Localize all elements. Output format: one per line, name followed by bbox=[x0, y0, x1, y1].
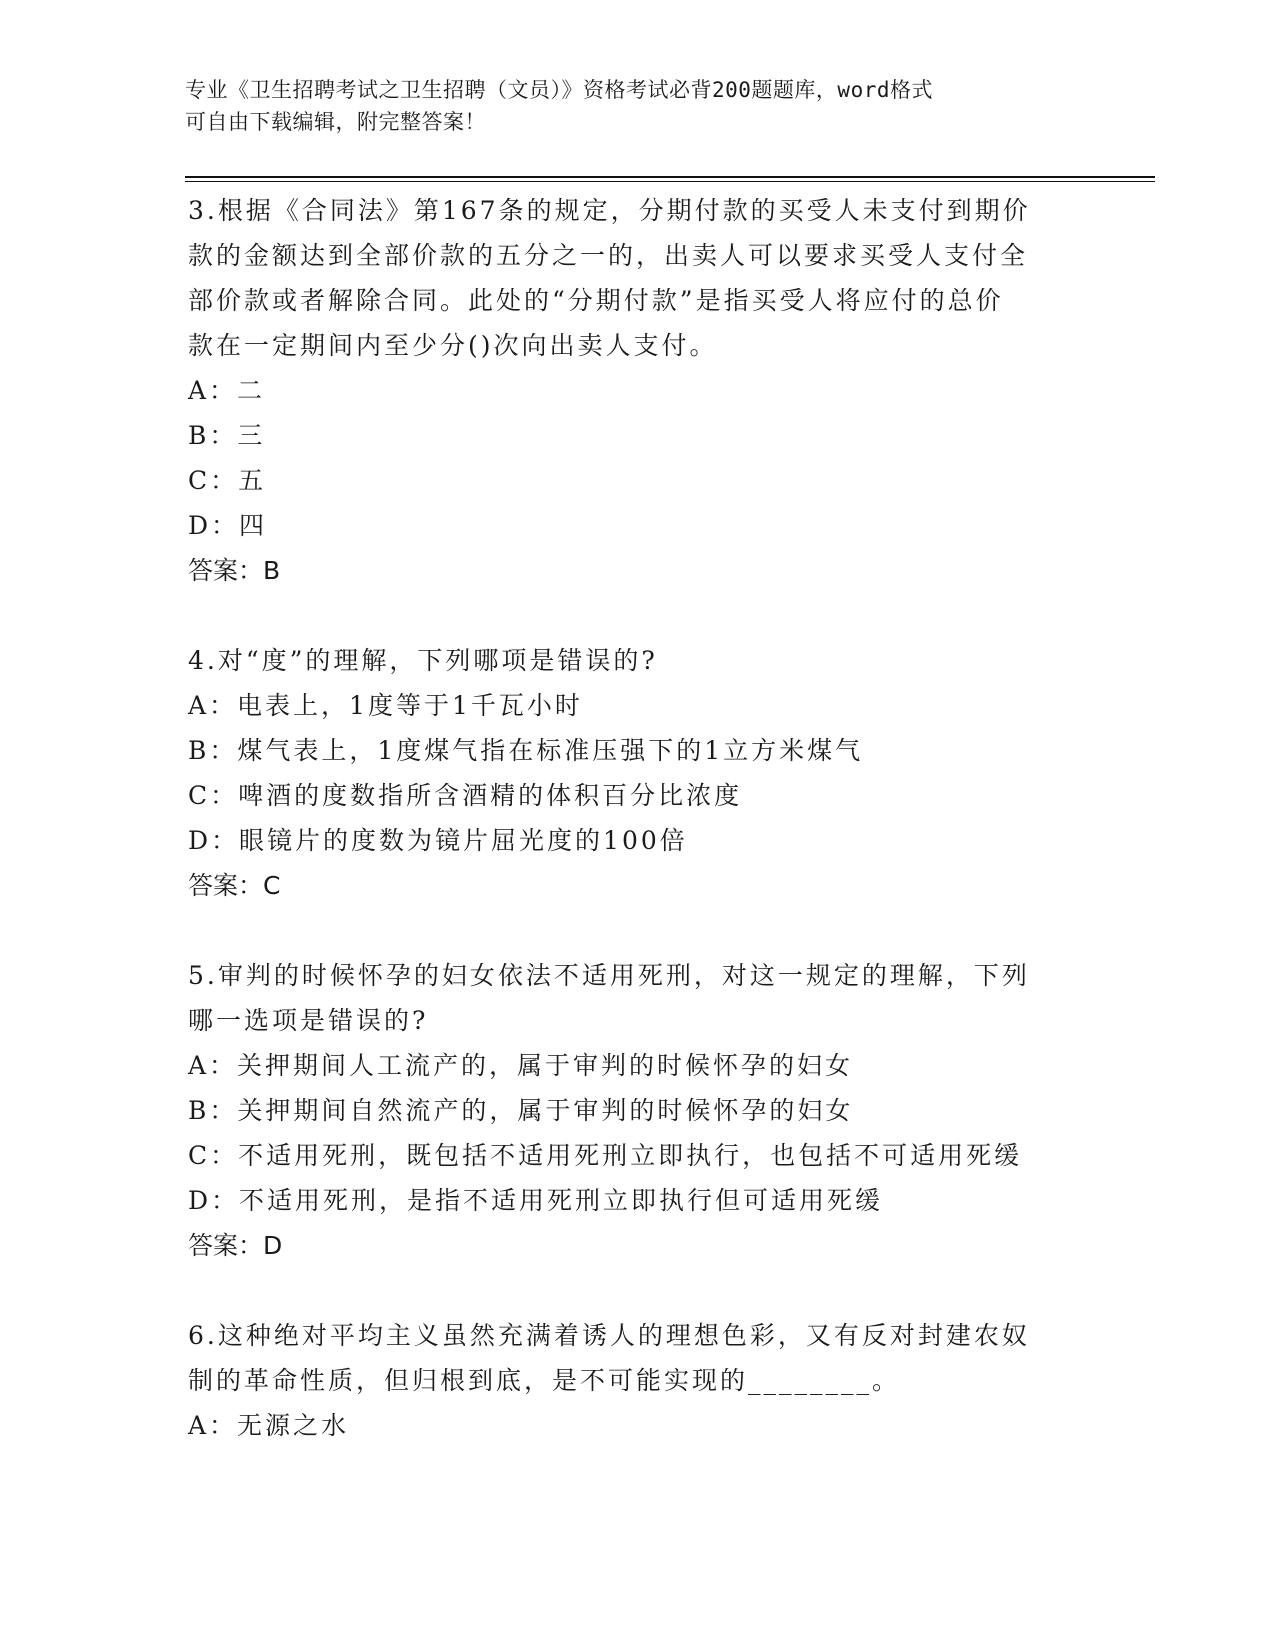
option-c: C：啤酒的度数指所含酒精的体积百分比浓度 bbox=[188, 781, 743, 810]
stem-line: 款的金额达到全部价款的五分之一的，出卖人可以要求买受人支付全 bbox=[188, 241, 1029, 270]
question-stem bbox=[188, 953, 1088, 1043]
question-spacer bbox=[188, 593, 1088, 638]
question-3 bbox=[188, 188, 1088, 593]
answer-label: 答案：C bbox=[188, 871, 281, 900]
document-header bbox=[185, 74, 1065, 138]
option-a: A：二 bbox=[188, 376, 266, 405]
stem-line: 制的革命性质，但归根到底，是不可能实现的________。 bbox=[188, 1366, 901, 1395]
stem-line: 6.这种绝对平均主义虽然充满着诱人的理想色彩，又有反对封建农奴 bbox=[188, 1321, 1030, 1350]
option-d: D：不适用死刑，是指不适用死刑立即执行但可适用死缓 bbox=[188, 1186, 884, 1215]
option-b: B：煤气表上，1度煤气指在标准压强下的1立方米煤气 bbox=[188, 736, 864, 765]
stem-line: 哪一选项是错误的? bbox=[188, 1006, 429, 1035]
stem-line: 部价款或者解除合同。此处的“分期付款”是指买受人将应付的总价 bbox=[188, 286, 1004, 315]
question-stem bbox=[188, 1313, 1088, 1403]
answer-label: 答案：D bbox=[188, 1231, 283, 1260]
option-d: D：眼镜片的度数为镜片屈光度的100倍 bbox=[188, 826, 688, 855]
question-4 bbox=[188, 638, 1088, 908]
question-6 bbox=[188, 1313, 1088, 1448]
question-stem bbox=[188, 638, 1088, 683]
stem-line: 款在一定期间内至少分()次向出卖人支付。 bbox=[188, 331, 718, 360]
option-b: B：关押期间自然流产的，属于审判的时候怀孕的妇女 bbox=[188, 1096, 854, 1125]
option-d: D：四 bbox=[188, 511, 268, 540]
header-divider-thick bbox=[185, 176, 1155, 178]
question-5 bbox=[188, 953, 1088, 1268]
option-c: C：五 bbox=[188, 466, 267, 495]
stem-line: 4.对“度”的理解，下列哪项是错误的? bbox=[188, 646, 658, 675]
header-line-1: 专业《卫生招聘考试之卫生招聘（文员）》资格考试必背200题题库，word格式 bbox=[185, 78, 933, 102]
answer-label: 答案：B bbox=[188, 556, 281, 585]
header-line-2: 可自由下载编辑，附完整答案！ bbox=[185, 110, 486, 134]
question-stem bbox=[188, 188, 1088, 368]
question-spacer bbox=[188, 908, 1088, 953]
question-spacer bbox=[188, 1268, 1088, 1313]
stem-line: 5.审判的时候怀孕的妇女依法不适用死刑，对这一规定的理解，下列 bbox=[188, 961, 1030, 990]
option-a: A：电表上，1度等于1千瓦小时 bbox=[188, 691, 583, 720]
option-a: A：无源之水 bbox=[188, 1411, 350, 1440]
option-c: C：不适用死刑，既包括不适用死刑立即执行，也包括不可适用死缓 bbox=[188, 1141, 1023, 1170]
option-b: B：三 bbox=[188, 421, 266, 450]
header-divider-thin bbox=[185, 181, 1155, 182]
question-list bbox=[188, 188, 1088, 1448]
stem-line: 3.根据《合同法》第167条的规定，分期付款的买受人未支付到期价 bbox=[188, 196, 1031, 225]
option-a: A：关押期间人工流产的，属于审判的时候怀孕的妇女 bbox=[188, 1051, 854, 1080]
